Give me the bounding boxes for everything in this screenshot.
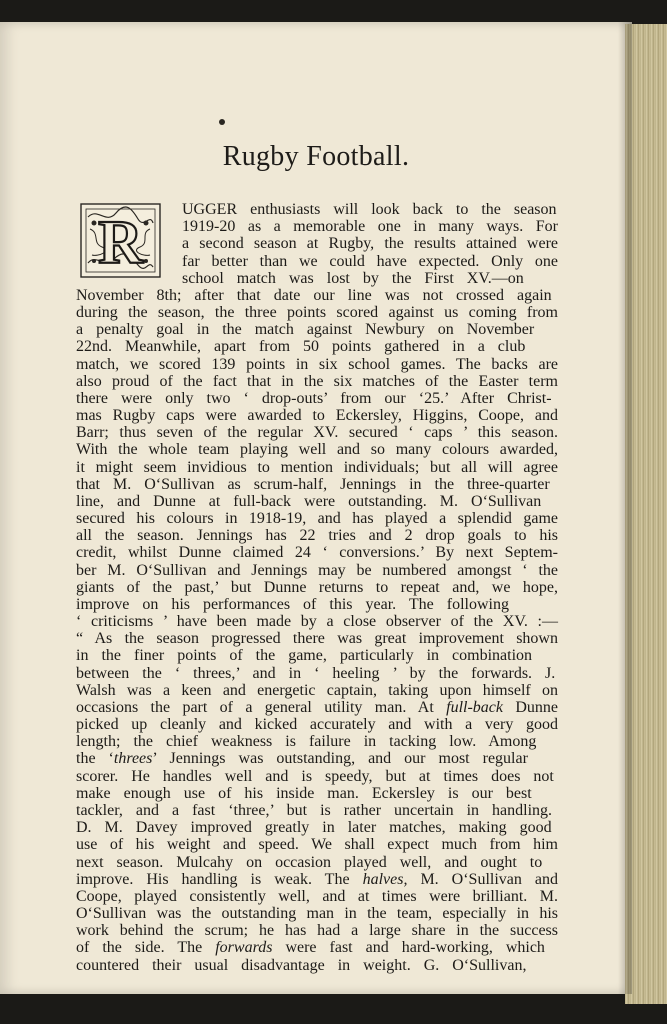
text-run: occasions the part of a general utility man. At <box>76 698 447 716</box>
text-run: 1919-20 as a memorable one in many ways. For <box>182 218 558 236</box>
text-run: of the side. The <box>76 939 216 957</box>
text-run: during the season, the three points scored against us coming from <box>76 304 558 321</box>
text-run: “ As the season progressed there was great improvement shown <box>76 630 558 648</box>
text-line <box>76 579 558 596</box>
text-run: improve on his performances of this year. The following <box>76 595 509 613</box>
text-line <box>76 905 558 922</box>
text-line <box>76 802 552 819</box>
drop-cap-letter: R <box>98 209 143 277</box>
text-run: M. O‘Sullivan and <box>407 870 558 888</box>
text-run: ’ Jennings was outstanding, and our most regular <box>152 750 528 768</box>
text-run: Coope, played consistently well, and at times were brilliant. M. <box>76 887 558 905</box>
text-line <box>76 424 558 441</box>
text-run: Walsh was a keen and energetic captain, taking upon himself on <box>76 681 558 699</box>
text-run: in the finer points of the game, particularly in combination <box>76 647 533 665</box>
text-line <box>76 699 558 716</box>
text-line <box>76 373 558 390</box>
drop-cap-ornament <box>80 203 161 278</box>
text-line <box>76 407 558 424</box>
text-line <box>76 287 552 304</box>
text-run: school match was lost by the First XV.—on <box>182 269 524 287</box>
text-run: 22nd. Meanwhile, apart from 50 points gathered in a club <box>76 338 526 356</box>
text-run: there were only two ‘ drop-outs’ from our ‘25.’ After Christ- <box>76 389 552 407</box>
text-run: Barr; thus seven of the regular XV. secured ‘ caps ’ this season. <box>76 424 558 442</box>
text-run: tackler, and a fast ‘three,’ but is rather uncertain in handling. <box>76 802 553 819</box>
text-line <box>76 356 558 373</box>
text-run: that M. O‘Sullivan as scrum-half, Jennings in the three-quarter <box>76 475 550 493</box>
text-run: use of his weight and speed. We shall expect much from him <box>76 836 558 854</box>
text-line <box>76 527 558 544</box>
text-run: UGGER enthusiasts will look back to the season <box>182 201 557 218</box>
italic-term: halves, <box>362 870 408 888</box>
text-line <box>76 338 525 355</box>
text-line <box>76 871 558 888</box>
text-run: were fast and hard-working, which <box>272 939 545 957</box>
text-run: improve. His handling is weak. The <box>76 870 363 888</box>
text-line <box>76 716 558 733</box>
text-run: O‘Sullivan was the outstanding man in the team, especially in his <box>76 905 558 922</box>
text-line <box>76 441 558 458</box>
text-line <box>76 390 552 407</box>
text-run: between the ‘ threes,’ and in ‘ heeling ’ by the forwards. J. <box>76 664 556 682</box>
text-run: November 8th; after that date our line was not crossed again <box>76 286 552 304</box>
italic-term: forwards <box>215 939 273 957</box>
text-run: length; the chief weakness is failure in tacking low. Among <box>76 733 537 751</box>
text-line <box>76 476 550 493</box>
text-line <box>76 957 526 974</box>
text-line <box>76 459 558 476</box>
text-line <box>76 544 558 561</box>
text-line <box>76 510 558 527</box>
text-run: a penalty goal in the match against Newbury on November <box>76 321 535 339</box>
ornament-dot <box>219 119 225 125</box>
text-line <box>182 218 558 235</box>
text-run: D. M. Davey improved greatly in later matches, making good <box>76 819 552 837</box>
text-run: line, and Dunne at full-back were outstanding. M. O‘Sullivan <box>76 492 542 510</box>
text-line <box>76 939 545 956</box>
text-line <box>76 596 509 613</box>
text-line <box>76 630 558 647</box>
text-line <box>182 235 558 252</box>
text-line <box>76 682 558 699</box>
text-line <box>182 253 558 270</box>
text-run: far better than we could have expected. Only one <box>182 252 558 270</box>
text-run: With the whole team playing well and so many colours awarded, <box>76 441 558 459</box>
text-line <box>182 270 524 287</box>
text-run: giants of the past,’ but Dunne returns to repeat and, we hope, <box>76 578 558 596</box>
text-line <box>76 613 558 630</box>
article-title: Rugby Football. <box>222 141 410 172</box>
text-run: secured his colours in 1918-19, and has played a splendid game <box>76 510 558 528</box>
text-run: mas Rugby caps were awarded to Eckersley, Higgins, Coope, and <box>76 407 558 424</box>
text-run: match, we scored 139 points in six school games. The backs are <box>76 355 558 373</box>
text-run: scorer. He handles well and is speedy, but at times does not <box>76 767 554 785</box>
text-line <box>76 304 558 321</box>
text-line <box>76 665 555 682</box>
text-run: countered their usual disadvantage in weight. G. O‘Sullivan, <box>76 956 527 974</box>
text-run: work behind the scrum; he has had a large share in the success <box>76 922 558 940</box>
text-line <box>76 493 541 510</box>
text-line <box>76 785 532 802</box>
text-run: it might seem invidious to mention individuals; but all will agree <box>76 458 558 476</box>
text-run: make enough use of his inside man. Eckersley is our best <box>76 784 532 802</box>
text-run: picked up cleanly and kicked accurately and with a very good <box>76 716 558 734</box>
text-line <box>76 562 558 579</box>
italic-term: full-back <box>446 698 503 716</box>
text-line <box>76 750 528 767</box>
text-line <box>76 647 532 664</box>
text-line <box>76 768 554 785</box>
text-line <box>76 854 542 871</box>
text-line <box>76 888 558 905</box>
text-line <box>182 201 557 218</box>
text-line <box>76 321 534 338</box>
text-line <box>76 836 558 853</box>
text-run: also proud of the fact that in the six matches of the Easter term <box>76 372 558 390</box>
text-run: a second season at Rugby, the results attained were <box>182 235 558 253</box>
italic-term: threes <box>113 750 153 768</box>
text-run: Dunne <box>503 698 558 716</box>
text-run: ber M. O‘Sullivan and Jennings may be numbered amongst ‘ the <box>76 561 558 579</box>
text-run: ‘ criticisms ’ have been made by a close observer of the XV. :— <box>76 613 558 631</box>
text-run: all the season. Jennings has 22 tries and 2 drop goals to his <box>76 527 558 545</box>
text-run: next season. Mulcahy on occasion played well, and ought to <box>76 853 543 871</box>
text-line <box>76 922 558 939</box>
text-run: the ‘ <box>76 750 114 768</box>
text-run: credit, whilst Dunne claimed 24 ‘ conversions.’ By next Septem- <box>76 544 558 562</box>
text-line <box>76 819 552 836</box>
text-line <box>76 733 536 750</box>
